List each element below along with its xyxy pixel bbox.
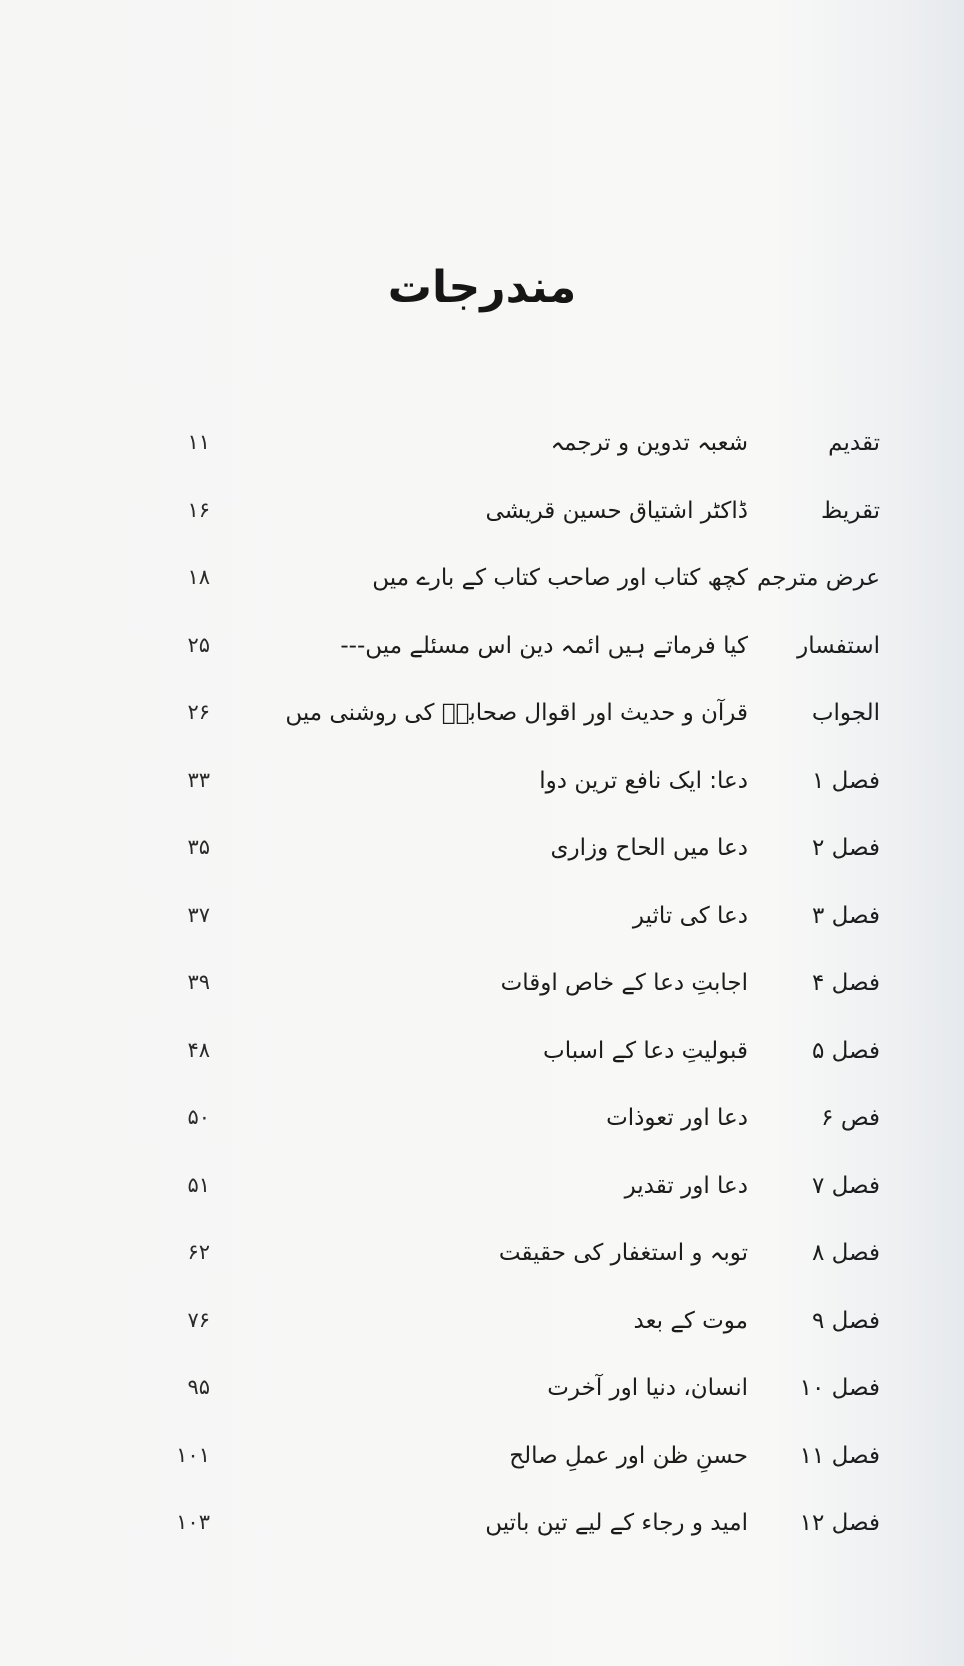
toc-label: فص ۶	[821, 1105, 880, 1131]
toc-label: الجواب	[811, 700, 880, 726]
toc-page-number: ۳۳	[187, 767, 210, 792]
toc-label: فصل ۲	[811, 835, 880, 861]
toc-page-number: ۴۸	[187, 1037, 210, 1062]
toc-page-number: ۳۹	[187, 970, 210, 994]
toc-row	[0, 970, 964, 1038]
toc-title: امید و رجاء کے لیے تین باتیں	[485, 1510, 748, 1536]
toc-title: موت کے بعد	[633, 1307, 748, 1334]
toc-label: فصل ۹	[811, 1307, 880, 1334]
toc-row	[0, 498, 964, 566]
toc-page-number: ۵۰	[187, 1105, 210, 1129]
page-title: مندرجات	[387, 262, 577, 313]
toc-label: فصل ۱۲	[799, 1510, 880, 1536]
toc-label: فصل ۳	[811, 902, 880, 929]
toc-label: فصل ۱	[811, 767, 880, 794]
toc-label: تقدیم	[828, 430, 880, 456]
toc-label: استفسار	[797, 632, 880, 659]
toc-title: قرآن و حدیث اور اقوال صحابہؓ کی روشنی میں	[285, 700, 748, 726]
toc-row	[0, 903, 964, 971]
toc-title: دعا اور تقدیر	[624, 1172, 748, 1199]
toc-row	[0, 1308, 964, 1376]
toc-row	[0, 700, 964, 768]
toc-page-number: ۹۵	[187, 1375, 210, 1399]
toc-label: فصل ۷	[811, 1172, 880, 1199]
toc-title: کیا فرماتے ہیں ائمہ دین اس مسئلے میں---	[340, 632, 748, 659]
toc-title: توبہ و استغفار کی حقیقت	[498, 1240, 748, 1266]
toc-page-number: ۷۶	[187, 1307, 210, 1332]
toc-page-number: ۵۱	[187, 1172, 210, 1197]
toc-page-number: ۲۵	[187, 632, 210, 657]
toc-page-number: ۲۶	[187, 700, 210, 724]
toc-title: دعا: ایک نافع ترین دوا	[539, 767, 748, 794]
toc-page-number: ۱۸	[187, 565, 210, 589]
toc-title: کچھ کتاب اور صاحب کتاب کے بارے میں	[372, 565, 748, 591]
toc-page-number: ۱۶	[187, 497, 210, 522]
toc-label: فصل ۵	[811, 1037, 880, 1064]
toc-title: حسنِ ظن اور عملِ صالح	[509, 1442, 748, 1469]
toc-row	[0, 768, 964, 836]
toc-row	[0, 633, 964, 701]
toc-title: دعا کی تاثیر	[632, 902, 748, 929]
toc-row	[0, 565, 964, 633]
toc-page-number: ۶۲	[187, 1240, 210, 1264]
toc-title: ڈاکٹر اشتیاق حسین قریشی	[485, 497, 748, 524]
toc-row	[0, 1443, 964, 1511]
toc-label: فصل ۱۱	[799, 1442, 880, 1469]
toc-title: شعبہ تدوین و ترجمہ	[550, 430, 748, 456]
toc-label: عرض مترجم	[756, 565, 880, 591]
toc-row	[0, 1038, 964, 1106]
toc-page-number: ۱۰۳	[176, 1510, 210, 1534]
toc-title: اجابتِ دعا کے خاص اوقات	[500, 970, 748, 996]
toc-label: فصل ۱۰	[799, 1375, 880, 1401]
toc-page-number: ۱۱	[187, 430, 210, 454]
table-of-contents	[0, 430, 964, 1578]
toc-title: دعا میں الحاح وزاری	[550, 835, 748, 861]
toc-row	[0, 1173, 964, 1241]
toc-label: فصل ۸	[811, 1240, 880, 1266]
toc-label: تقریظ	[821, 497, 880, 524]
toc-title: دعا اور تعوذات	[606, 1105, 748, 1131]
toc-row	[0, 1105, 964, 1173]
toc-row	[0, 1240, 964, 1308]
toc-page-number: ۳۷	[187, 902, 210, 927]
toc-row	[0, 835, 964, 903]
toc-row	[0, 1510, 964, 1578]
toc-label: فصل ۴	[811, 970, 880, 996]
toc-title: انسان، دنیا اور آخرت	[547, 1375, 748, 1401]
toc-row	[0, 1375, 964, 1443]
toc-page-number: ۱۰۱	[176, 1442, 210, 1467]
toc-page-number: ۳۵	[187, 835, 210, 859]
toc-row	[0, 430, 964, 498]
toc-title: قبولیتِ دعا کے اسباب	[543, 1037, 748, 1064]
